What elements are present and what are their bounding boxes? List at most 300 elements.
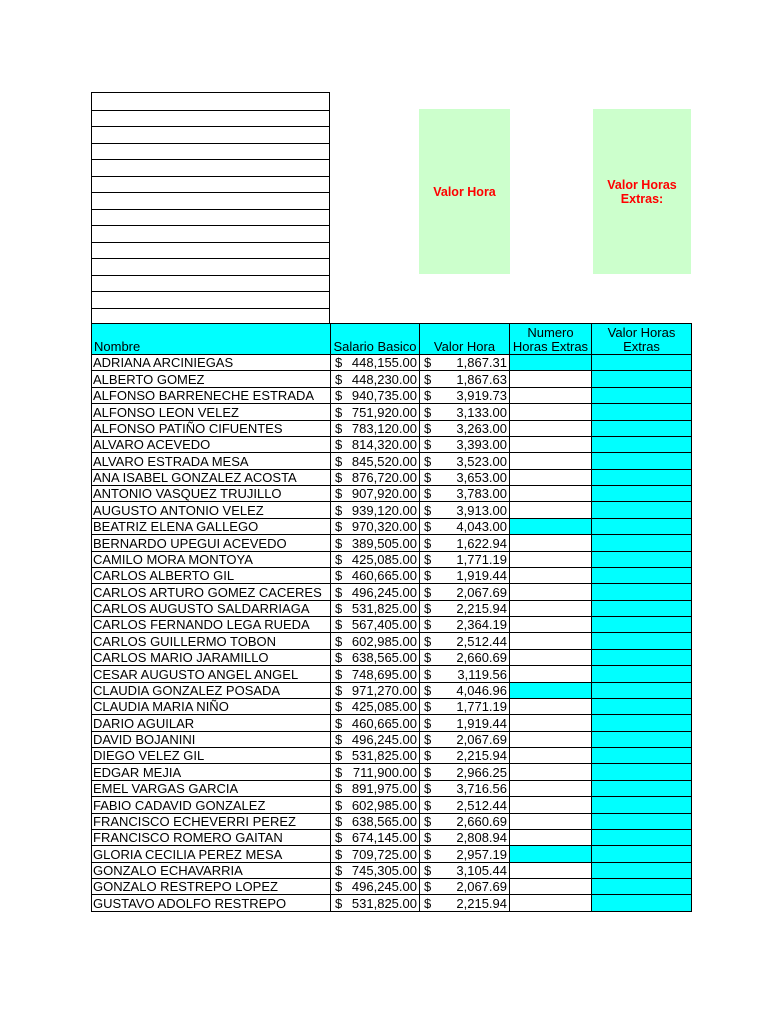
valor-hora-value: 1,771.19 [456, 551, 507, 567]
currency-symbol: $ [424, 666, 432, 682]
ruled-line [92, 192, 329, 193]
cell-salario-basico[interactable] [331, 486, 420, 502]
cell-nombre[interactable]: EMEL VARGAS GARCIA [92, 780, 331, 796]
cell-numero-horas-extras[interactable] [510, 502, 592, 518]
cell-nombre[interactable]: ALVARO ACEVEDO [92, 436, 331, 452]
cell-valor-hora[interactable] [420, 387, 510, 403]
header-numero-horas-extras[interactable]: Numero Horas Extras [510, 324, 592, 355]
table-row [92, 813, 692, 829]
table-row [92, 436, 692, 452]
table-row [92, 748, 692, 764]
cell-numero-horas-extras[interactable] [510, 617, 592, 633]
cell-salario-basico[interactable] [331, 698, 420, 714]
valor-hora-value: 3,913.00 [456, 502, 507, 518]
cell-salario-basico[interactable] [331, 862, 420, 878]
valor-hora-value: 3,919.73 [456, 388, 507, 404]
salario-value: 939,120.00 [351, 502, 417, 518]
cell-valor-hora[interactable] [420, 797, 510, 813]
cell-valor-horas-extras[interactable] [592, 518, 692, 534]
table-row [92, 829, 692, 845]
salario-value: 940,735.00 [351, 388, 417, 404]
cell-valor-hora[interactable] [420, 486, 510, 502]
cell-salario-basico[interactable] [331, 387, 420, 403]
salario-value: 907,920.00 [351, 486, 417, 502]
ruled-line [92, 159, 329, 160]
currency-symbol: $ [335, 863, 343, 878]
cell-numero-horas-extras[interactable] [510, 486, 592, 502]
valor-hora-value: 3,393.00 [456, 437, 507, 453]
salario-value: 496,245.00 [351, 879, 417, 895]
cell-nombre[interactable]: CARLOS FERNANDO LEGA RUEDA [92, 617, 331, 633]
cell-valor-hora[interactable] [420, 666, 510, 682]
table-row [92, 371, 692, 387]
cell-valor-hora[interactable] [420, 404, 510, 420]
cell-nombre[interactable]: GONZALO ECHAVARRIA [92, 862, 331, 878]
currency-symbol: $ [335, 502, 343, 518]
currency-symbol: $ [335, 437, 343, 453]
cell-salario-basico[interactable] [331, 764, 420, 780]
cell-salario-basico[interactable] [331, 371, 420, 387]
cell-numero-horas-extras[interactable] [510, 453, 592, 469]
cell-valor-horas-extras[interactable] [592, 731, 692, 747]
cell-salario-basico[interactable] [331, 813, 420, 829]
cell-valor-horas-extras[interactable] [592, 584, 692, 600]
cell-valor-hora[interactable] [420, 879, 510, 895]
valor-hora-box [419, 109, 510, 274]
valor-hora-value: 3,119.56 [457, 666, 507, 682]
empty-ruled-block [91, 92, 330, 324]
cell-salario-basico[interactable] [331, 502, 420, 518]
cell-numero-horas-extras[interactable] [510, 666, 592, 682]
cell-salario-basico[interactable] [331, 518, 420, 534]
currency-symbol: $ [335, 617, 343, 633]
currency-symbol: $ [424, 813, 432, 829]
cell-valor-horas-extras[interactable] [592, 879, 692, 895]
valor-hora-value: 3,653.00 [456, 470, 507, 485]
valor-horas-extras-box [593, 109, 691, 274]
cell-salario-basico[interactable] [331, 780, 420, 796]
cell-numero-horas-extras[interactable] [510, 355, 592, 371]
cell-numero-horas-extras[interactable] [510, 895, 592, 911]
currency-symbol: $ [335, 404, 343, 420]
cell-nombre[interactable]: GUSTAVO ADOLFO RESTREPO [92, 895, 331, 911]
cell-numero-horas-extras[interactable] [510, 633, 592, 649]
currency-symbol: $ [424, 748, 432, 764]
cell-numero-horas-extras[interactable] [510, 535, 592, 551]
cell-nombre[interactable]: CARLOS GUILLERMO TOBON [92, 633, 331, 649]
salario-value: 783,120.00 [351, 420, 417, 436]
table-row [92, 879, 692, 895]
salario-value: 496,245.00 [351, 584, 417, 600]
currency-symbol: $ [424, 879, 432, 895]
currency-symbol: $ [424, 895, 432, 911]
cell-valor-horas-extras[interactable] [592, 829, 692, 845]
table-row [92, 600, 692, 616]
salario-value: 709,725.00 [351, 846, 417, 862]
salario-value: 460,665.00 [351, 568, 417, 584]
cell-numero-horas-extras[interactable] [510, 649, 592, 665]
table-row [92, 387, 692, 403]
cell-nombre[interactable]: FRANCISCO ROMERO GAITAN [92, 829, 331, 845]
currency-symbol: $ [424, 502, 432, 518]
valor-hora-value: 1,867.31 [456, 355, 507, 371]
currency-symbol: $ [424, 535, 432, 551]
cell-valor-horas-extras[interactable] [592, 404, 692, 420]
cell-valor-horas-extras[interactable] [592, 846, 692, 862]
cell-numero-horas-extras[interactable] [510, 436, 592, 452]
cell-numero-horas-extras[interactable] [510, 715, 592, 731]
cell-valor-horas-extras[interactable] [592, 453, 692, 469]
cell-nombre[interactable]: ALFONSO PATIÑO CIFUENTES [92, 420, 331, 436]
cell-valor-horas-extras[interactable] [592, 502, 692, 518]
cell-valor-horas-extras[interactable] [592, 780, 692, 796]
ruled-line [92, 258, 329, 259]
cell-valor-hora[interactable] [420, 502, 510, 518]
cell-valor-horas-extras[interactable] [592, 715, 692, 731]
valor-hora-value: 2,808.94 [456, 830, 507, 846]
cell-valor-hora[interactable] [420, 748, 510, 764]
currency-symbol: $ [335, 846, 343, 862]
cell-valor-horas-extras[interactable] [592, 813, 692, 829]
cell-numero-horas-extras[interactable] [510, 420, 592, 436]
cell-nombre[interactable]: ALFONSO BARRENECHE ESTRADA [92, 387, 331, 403]
cell-valor-horas-extras[interactable] [592, 387, 692, 403]
cell-numero-horas-extras[interactable] [510, 780, 592, 796]
cell-salario-basico[interactable] [331, 829, 420, 845]
cell-valor-hora[interactable] [420, 715, 510, 731]
valor-hora-value: 2,512.44 [456, 797, 507, 813]
salario-value: 531,825.00 [351, 601, 417, 616]
cell-valor-hora[interactable] [420, 535, 510, 551]
cell-valor-horas-extras[interactable] [592, 436, 692, 452]
cell-nombre[interactable]: DAVID BOJANINI [92, 731, 331, 747]
cell-numero-horas-extras[interactable] [510, 600, 592, 616]
currency-symbol: $ [424, 453, 432, 469]
cell-numero-horas-extras[interactable] [510, 387, 592, 403]
table-row [92, 502, 692, 518]
cell-salario-basico[interactable] [331, 584, 420, 600]
cell-valor-horas-extras[interactable] [592, 420, 692, 436]
cell-numero-horas-extras[interactable] [510, 797, 592, 813]
cell-valor-hora[interactable] [420, 682, 510, 698]
valor-hora-value: 4,043.00 [456, 519, 507, 535]
valor-hora-value: 2,215.94 [456, 895, 507, 911]
cell-nombre[interactable]: ANTONIO VASQUEZ TRUJILLO [92, 486, 331, 502]
cell-valor-horas-extras[interactable] [592, 698, 692, 714]
salario-value: 674,145.00 [351, 830, 417, 846]
currency-symbol: $ [335, 420, 343, 436]
cell-valor-horas-extras[interactable] [592, 862, 692, 878]
cell-salario-basico[interactable] [331, 633, 420, 649]
currency-symbol: $ [424, 715, 432, 731]
currency-symbol: $ [424, 699, 432, 715]
cell-nombre[interactable]: DIEGO VELEZ GIL [92, 748, 331, 764]
cell-numero-horas-extras[interactable] [510, 731, 592, 747]
cell-nombre[interactable]: CESAR AUGUSTO ANGEL ANGEL [92, 666, 331, 682]
currency-symbol: $ [335, 781, 343, 797]
cell-valor-hora[interactable] [420, 846, 510, 862]
cell-valor-horas-extras[interactable] [592, 895, 692, 911]
cell-valor-hora[interactable] [420, 453, 510, 469]
cell-salario-basico[interactable] [331, 846, 420, 862]
cell-nombre[interactable]: BERNARDO UPEGUI ACEVEDO [92, 535, 331, 551]
cell-numero-horas-extras[interactable] [510, 584, 592, 600]
cell-nombre[interactable]: FABIO CADAVID GONZALEZ [92, 797, 331, 813]
salario-value: 711,900.00 [352, 764, 417, 780]
valor-hora-value: 2,067.69 [456, 879, 507, 895]
cell-salario-basico[interactable] [331, 748, 420, 764]
cell-valor-hora[interactable] [420, 551, 510, 567]
cell-valor-horas-extras[interactable] [592, 567, 692, 583]
cell-valor-hora[interactable] [420, 584, 510, 600]
cell-salario-basico[interactable] [331, 453, 420, 469]
currency-symbol: $ [335, 895, 343, 911]
ruled-line [92, 308, 329, 309]
currency-symbol: $ [424, 617, 432, 633]
cell-valor-hora[interactable] [420, 780, 510, 796]
cell-nombre[interactable]: ADRIANA ARCINIEGAS [92, 355, 331, 371]
currency-symbol: $ [335, 388, 343, 404]
valor-hora-value: 2,215.94 [456, 748, 507, 764]
salario-value: 389,505.00 [351, 535, 417, 551]
currency-symbol: $ [424, 830, 432, 846]
valor-hora-value: 1,771.19 [456, 699, 507, 715]
currency-symbol: $ [424, 404, 432, 420]
cell-salario-basico[interactable] [331, 355, 420, 371]
table-row [92, 453, 692, 469]
valor-hora-value: 1,622.94 [456, 535, 507, 551]
cell-valor-horas-extras[interactable] [592, 551, 692, 567]
cell-numero-horas-extras[interactable] [510, 698, 592, 714]
cell-salario-basico[interactable] [331, 420, 420, 436]
ruled-line [92, 143, 329, 144]
currency-symbol: $ [424, 633, 432, 649]
header-valor-hora[interactable]: Valor Hora [420, 324, 510, 355]
valor-hora-value: 2,966.25 [456, 764, 507, 780]
currency-symbol: $ [335, 715, 343, 731]
table-row [92, 731, 692, 747]
cell-valor-hora[interactable] [420, 862, 510, 878]
cell-numero-horas-extras[interactable] [510, 567, 592, 583]
salario-value: 567,405.00 [351, 617, 417, 633]
cell-valor-horas-extras[interactable] [592, 682, 692, 698]
cell-valor-horas-extras[interactable] [592, 633, 692, 649]
currency-symbol: $ [424, 420, 432, 436]
currency-symbol: $ [335, 813, 343, 829]
cell-valor-horas-extras[interactable] [592, 617, 692, 633]
cell-valor-hora[interactable] [420, 731, 510, 747]
cell-salario-basico[interactable] [331, 682, 420, 698]
cell-numero-horas-extras[interactable] [510, 764, 592, 780]
cell-salario-basico[interactable] [331, 469, 420, 485]
header-salario-basico[interactable]: Salario Basico [331, 324, 420, 355]
salario-value: 448,155.00 [351, 355, 417, 371]
cell-nombre[interactable]: DARIO AGUILAR [92, 715, 331, 731]
cell-salario-basico[interactable] [331, 567, 420, 583]
salario-value: 448,230.00 [351, 371, 417, 387]
cell-valor-hora[interactable] [420, 813, 510, 829]
salario-value: 751,920.00 [351, 404, 417, 420]
salario-value: 814,320.00 [351, 437, 417, 453]
table-row [92, 666, 692, 682]
salario-value: 602,985.00 [351, 633, 417, 649]
cell-valor-horas-extras[interactable] [592, 748, 692, 764]
currency-symbol: $ [335, 486, 343, 502]
valor-hora-value: 3,105.44 [456, 863, 507, 878]
valor-hora-value: 3,783.00 [456, 486, 507, 502]
ruled-line [92, 291, 329, 292]
valor-hora-value: 1,919.44 [456, 568, 507, 584]
salario-value: 745,305.00 [351, 863, 417, 878]
table-row [92, 617, 692, 633]
cell-numero-horas-extras[interactable] [510, 879, 592, 895]
cell-valor-horas-extras[interactable] [592, 797, 692, 813]
header-valor-horas-extras[interactable]: Valor Horas Extras [592, 324, 692, 355]
table-row [92, 404, 692, 420]
cell-nombre[interactable]: CARLOS AUGUSTO SALDARRIAGA [92, 600, 331, 616]
cell-valor-hora[interactable] [420, 633, 510, 649]
cell-nombre[interactable]: EDGAR MEJIA [92, 764, 331, 780]
cell-nombre[interactable]: BEATRIZ ELENA GALLEGO [92, 518, 331, 534]
salario-value: 425,085.00 [351, 699, 417, 715]
valor-hora-value: 2,512.44 [456, 633, 507, 649]
salario-value: 845,520.00 [351, 453, 417, 469]
cell-salario-basico[interactable] [331, 600, 420, 616]
currency-symbol: $ [335, 830, 343, 846]
cell-nombre[interactable]: CARLOS MARIO JARAMILLO [92, 649, 331, 665]
ruled-line [92, 209, 329, 210]
cell-salario-basico[interactable] [331, 879, 420, 895]
table-row [92, 698, 692, 714]
cell-nombre[interactable]: ALFONSO LEON VELEZ [92, 404, 331, 420]
cell-salario-basico[interactable] [331, 731, 420, 747]
cell-valor-hora[interactable] [420, 469, 510, 485]
cell-salario-basico[interactable] [331, 551, 420, 567]
cell-numero-horas-extras[interactable] [510, 551, 592, 567]
cell-valor-horas-extras[interactable] [592, 666, 692, 682]
table-row [92, 649, 692, 665]
cell-nombre[interactable]: CLAUDIA GONZALEZ POSADA [92, 682, 331, 698]
table-row [92, 895, 692, 911]
table-row [92, 469, 692, 485]
cell-salario-basico[interactable] [331, 895, 420, 911]
cell-nombre[interactable]: GONZALO RESTREPO LOPEZ [92, 879, 331, 895]
cell-valor-hora[interactable] [420, 895, 510, 911]
currency-symbol: $ [424, 764, 432, 780]
cell-valor-horas-extras[interactable] [592, 535, 692, 551]
cell-nombre[interactable]: GLORIA CECILIA PEREZ MESA [92, 846, 331, 862]
cell-numero-horas-extras[interactable] [510, 404, 592, 420]
cell-valor-horas-extras[interactable] [592, 355, 692, 371]
cell-nombre[interactable]: CAMILO MORA MONTOYA [92, 551, 331, 567]
currency-symbol: $ [335, 682, 343, 698]
cell-nombre[interactable]: AUGUSTO ANTONIO VELEZ [92, 502, 331, 518]
cell-valor-hora[interactable] [420, 420, 510, 436]
valor-hora-value: 2,067.69 [456, 584, 507, 600]
currency-symbol: $ [335, 650, 343, 666]
cell-nombre[interactable]: CARLOS ARTURO GOMEZ CACERES [92, 584, 331, 600]
cell-numero-horas-extras[interactable] [510, 862, 592, 878]
table-row [92, 535, 692, 551]
currency-symbol: $ [335, 633, 343, 649]
cell-salario-basico[interactable] [331, 404, 420, 420]
currency-symbol: $ [424, 682, 432, 698]
cell-valor-hora[interactable] [420, 764, 510, 780]
cell-valor-horas-extras[interactable] [592, 649, 692, 665]
salario-value: 891,975.00 [351, 781, 417, 797]
salario-value: 531,825.00 [351, 748, 417, 764]
cell-numero-horas-extras[interactable] [510, 518, 592, 534]
cell-valor-horas-extras[interactable] [592, 600, 692, 616]
valor-hora-value: 2,957.19 [456, 846, 507, 862]
cell-valor-hora[interactable] [420, 355, 510, 371]
cell-valor-hora[interactable] [420, 829, 510, 845]
cell-numero-horas-extras[interactable] [510, 371, 592, 387]
cell-nombre[interactable]: FRANCISCO ECHEVERRI PEREZ [92, 813, 331, 829]
cell-nombre[interactable]: CARLOS ALBERTO GIL [92, 567, 331, 583]
cell-salario-basico[interactable] [331, 715, 420, 731]
ruled-line [92, 242, 329, 243]
salary-table [91, 323, 692, 912]
salario-value: 971,270.00 [351, 682, 417, 698]
cell-valor-hora[interactable] [420, 649, 510, 665]
cell-valor-hora[interactable] [420, 567, 510, 583]
currency-symbol: $ [335, 748, 343, 764]
cell-numero-horas-extras[interactable] [510, 682, 592, 698]
currency-symbol: $ [424, 388, 432, 404]
cell-salario-basico[interactable] [331, 617, 420, 633]
cell-numero-horas-extras[interactable] [510, 813, 592, 829]
currency-symbol: $ [335, 797, 343, 813]
cell-valor-hora[interactable] [420, 436, 510, 452]
cell-valor-horas-extras[interactable] [592, 486, 692, 502]
header-nombre[interactable]: Nombre [92, 324, 331, 355]
currency-symbol: $ [424, 437, 432, 453]
cell-nombre[interactable]: ALBERTO GOMEZ [92, 371, 331, 387]
cell-numero-horas-extras[interactable] [510, 469, 592, 485]
ruled-line [92, 126, 329, 127]
currency-symbol: $ [335, 879, 343, 895]
cell-salario-basico[interactable] [331, 436, 420, 452]
currency-symbol: $ [424, 863, 432, 878]
cell-nombre[interactable]: ANA ISABEL GONZALEZ ACOSTA [92, 469, 331, 485]
cell-valor-hora[interactable] [420, 371, 510, 387]
cell-nombre[interactable]: CLAUDIA MARIA NIÑO [92, 698, 331, 714]
table-row [92, 420, 692, 436]
cell-numero-horas-extras[interactable] [510, 748, 592, 764]
cell-valor-hora[interactable] [420, 600, 510, 616]
currency-symbol: $ [424, 470, 432, 485]
cell-salario-basico[interactable] [331, 797, 420, 813]
cell-valor-hora[interactable] [420, 698, 510, 714]
cell-salario-basico[interactable] [331, 666, 420, 682]
cell-valor-horas-extras[interactable] [592, 469, 692, 485]
cell-salario-basico[interactable] [331, 649, 420, 665]
cell-numero-horas-extras[interactable] [510, 829, 592, 845]
cell-valor-horas-extras[interactable] [592, 764, 692, 780]
currency-symbol: $ [424, 601, 432, 616]
cell-numero-horas-extras[interactable] [510, 846, 592, 862]
table-row [92, 780, 692, 796]
currency-symbol: $ [335, 568, 343, 584]
cell-nombre[interactable]: ALVARO ESTRADA MESA [92, 453, 331, 469]
currency-symbol: $ [335, 666, 343, 682]
cell-salario-basico[interactable] [331, 535, 420, 551]
table-row [92, 551, 692, 567]
cell-valor-horas-extras[interactable] [592, 371, 692, 387]
cell-valor-hora[interactable] [420, 617, 510, 633]
cell-valor-hora[interactable] [420, 518, 510, 534]
